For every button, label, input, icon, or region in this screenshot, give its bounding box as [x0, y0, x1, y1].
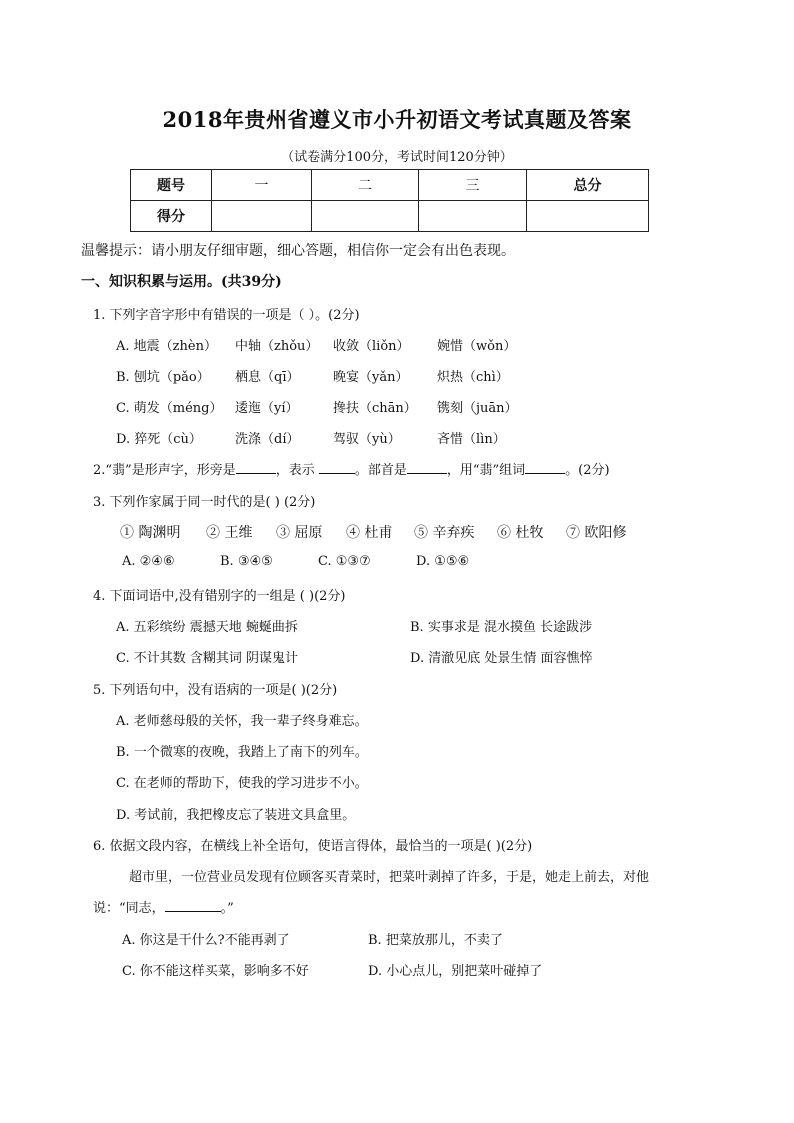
answer-blank[interactable]	[525, 459, 565, 474]
question-1-word: 收敛（liǒn）	[333, 339, 410, 354]
question-1-word: 逶迤（yí）	[235, 401, 299, 416]
question-5-option: C. 在老师的帮助下，使我的学习进步不小。	[116, 776, 368, 791]
question-6-text: 说：“同志，	[93, 901, 165, 916]
author-item: ④ 杜甫	[346, 525, 393, 541]
question-1-option: C. 萌发（méng）	[116, 401, 223, 416]
score-table-header-row	[131, 170, 649, 201]
subtitle: （试卷满分100分，考试时间120分钟）	[281, 150, 513, 165]
author-item: ② 王维	[206, 525, 253, 541]
question-1-word: 炽热（chì）	[437, 370, 509, 385]
question-1-word: 栖息（qī）	[235, 370, 300, 385]
question-4-option: B. 实事求是 混水摸鱼 长途跋涉	[410, 620, 593, 635]
question-1-word: 中轴（zhǒu）	[235, 339, 319, 354]
author-item: ⑤ 辛弃疾	[414, 525, 475, 541]
question-2-text: 。部首是	[354, 463, 407, 478]
question-3-option: D. ①⑤⑥	[416, 554, 470, 569]
question-5-option: D. 考试前，我把橡皮忘了装进文具盒里。	[116, 808, 356, 823]
question-3-option: C. ①③⑦	[318, 554, 371, 569]
question-1-word: 晚宴（yǎn）	[333, 370, 409, 385]
author-item: ⑦ 欧阳修	[566, 525, 627, 541]
question-1-word: 搀扶（chān）	[333, 401, 417, 416]
score-cell	[527, 201, 649, 232]
question-6-option: C. 你不能这样买菜，影响多不好	[122, 964, 309, 979]
question-2-text: 2.“翡”是形声字，形旁是	[93, 463, 236, 478]
question-6-option: B. 把菜放那儿，不卖了	[368, 933, 503, 948]
question-3-option: B. ③④⑤	[220, 554, 273, 569]
tip-text: 温馨提示：请小朋友仔细审题，细心答题，相信你一定会有出色表现。	[81, 243, 515, 259]
author-item: ① 陶渊明	[120, 525, 181, 541]
question-1-word: 婉惜（wǒn）	[437, 339, 517, 354]
question-5-option: A. 老师慈母般的关怀，我一辈子终身难忘。	[116, 714, 368, 729]
score-table	[130, 169, 649, 232]
header-cell-total: 总分	[527, 170, 649, 201]
question-1-word: 洗涤（dí）	[235, 432, 300, 447]
score-cell	[312, 201, 419, 232]
question-3-option: A. ②④⑥	[122, 554, 175, 569]
score-table-score-row	[131, 201, 649, 232]
question-6-text: 。”	[220, 901, 234, 916]
question-1-stem: 1. 下列字音字形中有错误的一项是（ ）。(2分)	[93, 308, 360, 323]
header-cell-part1: 一	[212, 170, 312, 201]
question-2-text: 。(2分)	[565, 463, 610, 478]
question-1-option: D. 猝死（cù）	[116, 432, 202, 447]
question-6-passage-line2	[93, 897, 234, 916]
question-3-stem: 3. 下列作家属于同一时代的是( ) (2分)	[93, 495, 316, 510]
question-2-text: ，用“翡”组词	[446, 463, 526, 478]
question-6-stem: 6. 依据文段内容，在横线上补全语句，使语言得体，最恰当的一项是( )(2分)	[93, 839, 533, 854]
question-2	[93, 459, 610, 478]
header-cell-part3: 三	[419, 170, 527, 201]
score-row-label: 得分	[131, 201, 212, 232]
question-4-stem: 4. 下面词语中,没有错别字的一组是 ( )(2分)	[93, 589, 346, 604]
answer-blank[interactable]	[165, 897, 221, 912]
header-cell-part2: 二	[312, 170, 419, 201]
question-4-option: A. 五彩缤纷 震撼天地 蜿蜒曲拆	[116, 620, 298, 635]
question-1-word: 镌刻（juān）	[437, 401, 518, 416]
score-cell	[212, 201, 312, 232]
author-item: ③ 屈原	[276, 525, 323, 541]
answer-blank[interactable]	[319, 459, 355, 474]
question-1-word: 驾驭（yù）	[333, 432, 401, 447]
answer-blank[interactable]	[407, 459, 447, 474]
question-6-option: A. 你这是干什么?不能再剥了	[122, 933, 290, 948]
score-cell	[419, 201, 527, 232]
question-1-option: A. 地震（zhèn）	[116, 339, 217, 354]
header-cell-question: 题号	[131, 170, 212, 201]
question-2-text: ，表示	[275, 463, 319, 478]
question-5-stem: 5. 下列语句中，没有语病的一项是( )(2分)	[93, 683, 338, 698]
question-1-word: 吝惜（lìn）	[437, 432, 506, 447]
question-4-option: C. 不计其数 含糊其词 阴谋鬼计	[116, 651, 299, 666]
author-item: ⑥ 杜牧	[497, 525, 544, 541]
answer-blank[interactable]	[236, 459, 276, 474]
question-5-option: B. 一个微寒的夜晚，我踏上了南下的列车。	[116, 745, 368, 760]
question-4-option: D. 清澈见底 处景生情 面容憔悴	[410, 651, 593, 666]
question-1-option: B. 刨坑（pǎo）	[116, 370, 210, 385]
question-6-passage: 超市里，一位营业员发现有位顾客买青菜时，把菜叶剥掉了许多，于是，她走上前去，对他	[129, 870, 650, 885]
page-title: 2018年贵州省遵义市小升初语文考试真题及答案	[162, 107, 632, 132]
question-6-option: D. 小心点儿，别把菜叶碰掉了	[368, 964, 543, 979]
section-heading-1: 一、知识积累与运用。(共39分)	[81, 274, 282, 290]
